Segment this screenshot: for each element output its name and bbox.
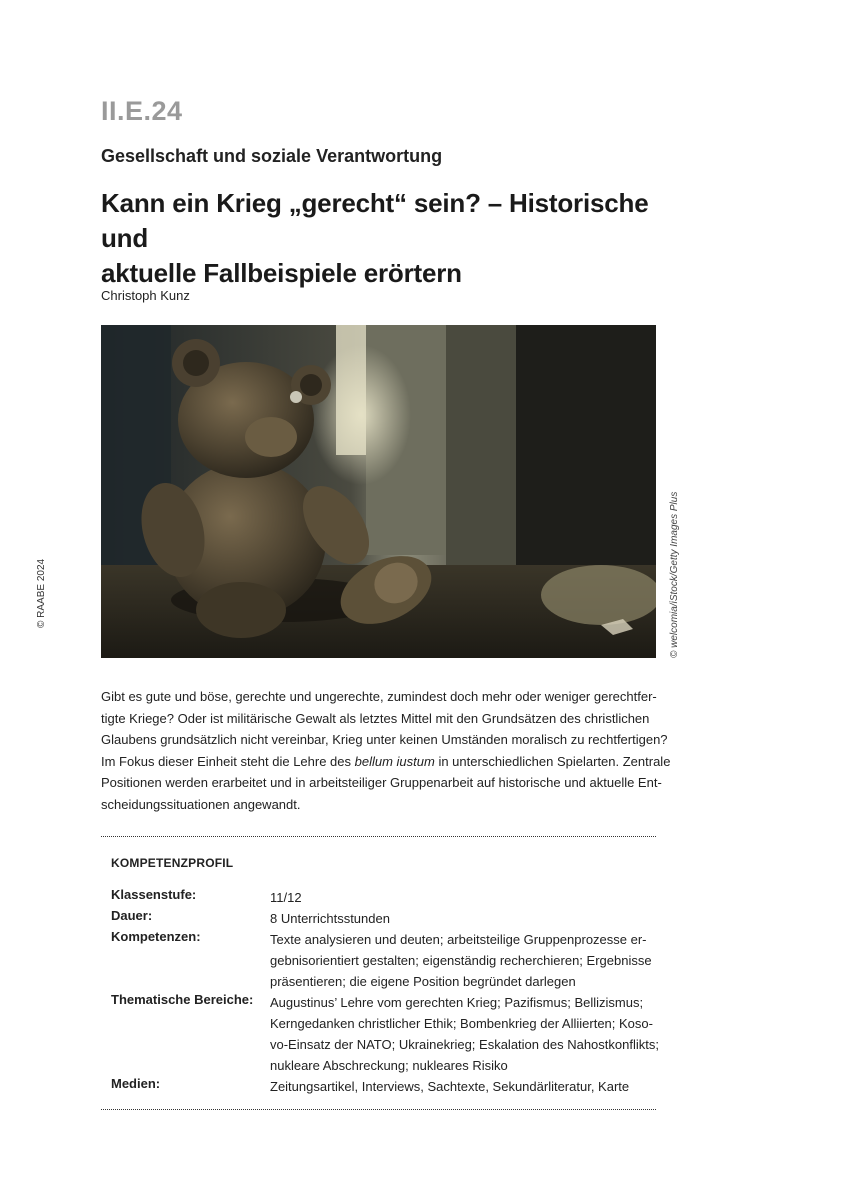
- profile-value-line: 8 Unterrichtsstunden: [270, 911, 390, 926]
- image-credit: © welcomia/iStock/Getty Images Plus: [669, 491, 680, 658]
- intro-text: in unterschiedlichen Spielarten. Zentrale: [434, 753, 671, 769]
- profile-value: [270, 992, 660, 1076]
- intro-paragraph: [101, 686, 671, 815]
- profile-value-line: Texte analysieren und deuten; arbeitsteilige Gruppenprozesse er-: [270, 932, 647, 947]
- copyright-notice: © RAABE 2024: [36, 558, 47, 628]
- profile-label: Kompetenzen:: [111, 929, 201, 944]
- intro-line: Gibt es gute und böse, gerechte und ungerechte, zumindest doch mehr oder weniger gerechtfer-: [101, 689, 657, 704]
- profile-value-line: nukleare Abschreckung; nukleares Risiko: [270, 1058, 508, 1073]
- profile-value-line: 11/12: [270, 890, 302, 905]
- intro-term: bellum iustum: [354, 753, 435, 769]
- title-line: Kann ein Krieg „gerecht“ sein? – Historische und: [101, 188, 649, 253]
- subject-heading: Gesellschaft und soziale Verantwortung: [101, 146, 443, 166]
- profile-value-line: gebnisorientiert gestalten; eigenständig recherchieren; Ergebnisse: [270, 953, 652, 968]
- intro-line: Glaubens grundsätzlich nicht vereinbar, Krieg unter keinen Umständen moralisch zu rechtfertigen?: [101, 732, 668, 747]
- profile-value-line: Kerngedanken christlicher Ethik; Bombenkrieg der Alliierten; Koso-: [270, 1016, 653, 1031]
- profile-label: Thematische Bereiche:: [111, 992, 254, 1007]
- profile-value: [270, 908, 660, 929]
- profile-value-line: Zeitungsartikel, Interviews, Sachtexte, Sekundärliteratur, Karte: [270, 1079, 630, 1094]
- title-line: aktuelle Fallbeispiele erörtern: [101, 258, 462, 288]
- teddy-bear-photo: [101, 325, 656, 658]
- page-title: [101, 186, 681, 291]
- intro-line: tigte Kriege? Oder ist militärische Gewalt als letztes Mittel mit den Grundsätzen des christlichen: [101, 710, 650, 726]
- profile-label: Klassenstufe:: [111, 887, 197, 902]
- profile-value: [270, 887, 660, 908]
- intro-text: Im Fokus dieser Einheit steht die Lehre des: [101, 753, 355, 769]
- profile-value: [270, 1076, 660, 1097]
- profile-value: [270, 929, 660, 992]
- unit-code: II.E.24: [101, 96, 183, 126]
- divider-top: [101, 836, 656, 837]
- intro-line: scheidungssituationen angewandt.: [101, 796, 301, 812]
- profile-label: Medien:: [111, 1076, 161, 1091]
- profile-value-line: Augustinus’ Lehre vom gerechten Krieg; Pazifismus; Bellizismus;: [270, 995, 644, 1010]
- profile-value-line: vo-Einsatz der NATO; Ukrainekrieg; Eskalation des Nahostkonflikts;: [270, 1037, 659, 1052]
- intro-line: Positionen werden erarbeitet und in arbeitsteiliger Gruppenarbeit auf historische und aktuelle Ent-: [101, 775, 662, 790]
- divider-bottom: [101, 1109, 656, 1110]
- profile-heading: KOMPETENZPROFIL: [111, 856, 234, 870]
- profile-value-line: präsentieren; die eigene Position begründet darlegen: [270, 974, 576, 989]
- profile-label: Dauer:: [111, 908, 153, 923]
- author-name: Christoph Kunz: [101, 288, 190, 303]
- intro-line: [101, 751, 671, 773]
